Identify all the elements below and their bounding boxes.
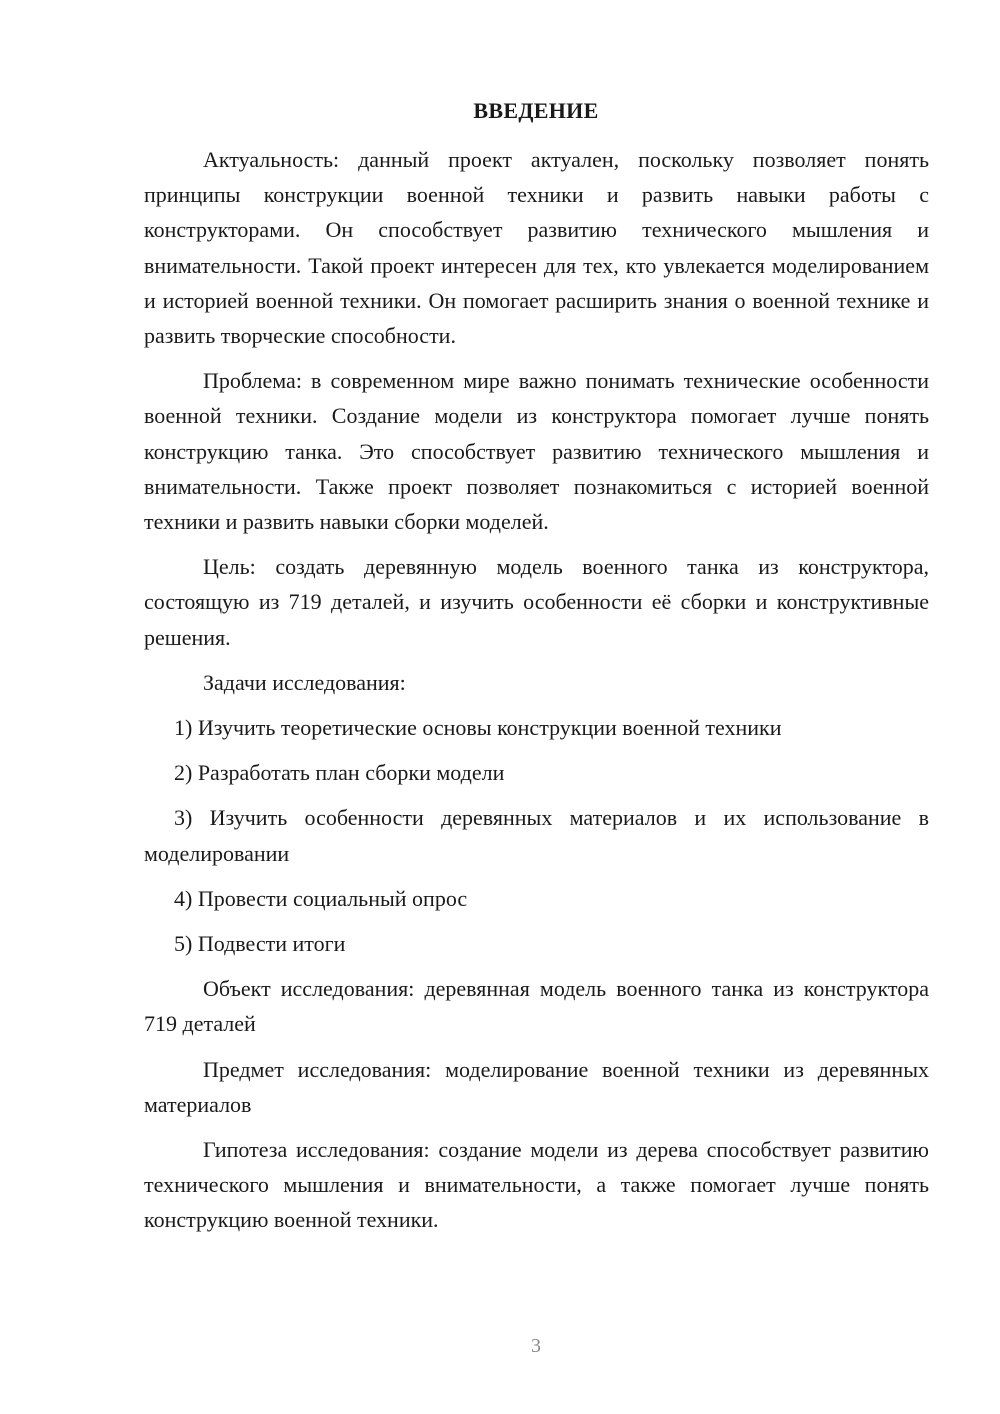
tasks-list	[144, 710, 929, 961]
tasks-title: Задачи исследования:	[203, 669, 406, 695]
list-item: 3) Изучить особенности деревянных материалов и их использование в моделировании	[144, 805, 929, 866]
paragraph-goal: Цель: создать деревянную модель военного танка из конструктора, состоящую из 719 деталей, и изучить особенности её сборки и конструктивные решения.	[144, 554, 929, 650]
document-body	[144, 142, 929, 1248]
page-title: ВВЕДЕНИЕ	[473, 98, 599, 123]
list-item: 5) Подвести итоги	[174, 931, 346, 957]
paragraph-problem: Проблема: в современном мире важно понимать технические особенности военной техники. Создание модели из конструктора помогает лучше понять конструкцию танка. Это способствует развитию технического мышления и внимательности. Также проект позволяет познакомиться с историей военной техники и развить навыки сборки моделей.	[144, 368, 929, 535]
paragraph-hypothesis: Гипотеза исследования: создание модели из дерева способствует развитию технического мышления и внимательности, а также помогает лучше понять конструкцию военной техники.	[144, 1137, 929, 1233]
list-item: 2) Разработать план сборки модели	[174, 760, 505, 786]
paragraph-relevance: Актуальность: данный проект актуален, поскольку позволяет понять принципы конструкции военной техники и развить навыки работы с конструкторами. Он способствует развитию технического мышления и внимательности. Такой проект интересен для тех, кто увлекается моделированием и историей военной техники. Он помогает расширить знания о военной технике и развить творческие способности.	[144, 147, 929, 349]
paragraph-object: Объект исследования: деревянная модель военного танка из конструктора 719 деталей	[144, 976, 929, 1037]
paragraph-subject: Предмет исследования: моделирование военной техники из деревянных материалов	[144, 1056, 929, 1117]
list-item: 4) Провести социальный опрос	[174, 885, 468, 911]
page-number: 3	[531, 1335, 541, 1357]
list-item: 1) Изучить теоретические основы конструкции военной техники	[174, 715, 782, 741]
